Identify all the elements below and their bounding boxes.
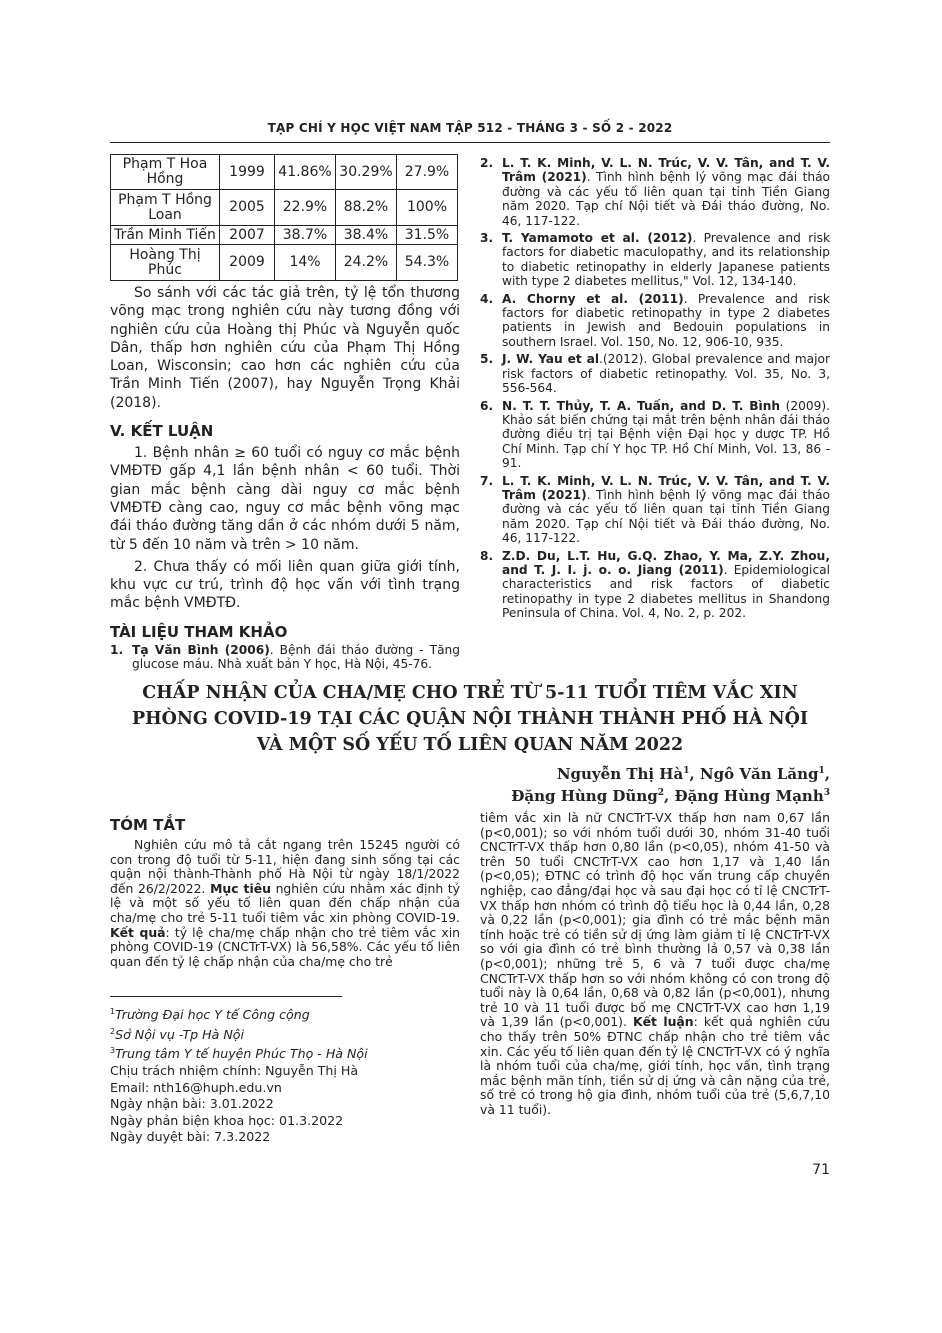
reference-number: 8.: [480, 548, 494, 563]
affiliation: [110, 1004, 460, 1024]
abstract-heading: TÓM TẮT: [110, 816, 186, 834]
affiliation-mark: 3: [110, 1046, 116, 1056]
title-line: CHẤP NHẬN CỦA CHA/MẸ CHO TRẺ TỪ 5-11 TUỔI TIÊM VẮC XIN: [142, 683, 798, 703]
author-affiliation-mark: 1: [683, 766, 690, 776]
reference-text: [502, 156, 830, 228]
table-row: [111, 190, 458, 226]
abstract-text: tiêm vắc xin là nữ CNCTrT-VX thấp hơn nam 0,67 lần (p<0,001); so với nhóm tuổi dưới 30, nhóm 31-40 tuổi CNCTrT-VX thấp hơn 0,80 lần (p<0,05), nhóm 41-50 và trên 50 tuổi CNCTrT-VX cao hơn 1,17 và 1,40 lần (p<0,05); ĐTNC có trình độ học vấn trung cấp chuyên nghiệp, cao đẳng/đại học và sau đại học có tỉ lệ CNCTrT-VX thấp hơn nhóm có trình độ tiểu học là 0,44 lần, 0,28 và 0,22 lần (p<0,001); gia đình có trẻ mắc bệnh mãn tính hoặc trẻ có tiền sử dị ứng làm giảm tỉ lệ CNCTrT-VX so với gia đình có trẻ bình thường lả 0,57 và 0,38 lần (p<0,001); những trẻ 5, 6 và 7 tuổi được cha/mẹ CNCTrT-VX thấp hơn so với nhóm không có con trong độ tuổi này là 0,64 lần, 0,68 và 0,82 lần (p<0,001), nhưng trẻ 10 và 11 tuổi được bố mẹ CNCTrT-VX cao hơn 1,19 và 1,39 lần (p<0,001).: [480, 810, 830, 1030]
article-title: [110, 680, 830, 758]
title-line: VÀ MỘT SỐ YẾU TỐ LIÊN QUAN NĂM 2022: [256, 735, 684, 755]
table-row: [111, 226, 458, 245]
abstract-text: : tỷ lệ cha/mẹ chấp nhận cho trẻ tiêm vắc xin phòng COVID-19 (CNCTrT-VX) là 56,58%. Các yếu tố liên quan đến tỷ lệ chấp nhận của cha/mẹ cho trẻ: [110, 924, 461, 969]
author-name: Đặng Hùng Dũng: [511, 787, 658, 805]
journal-header: TẠP CHÍ Y HỌC VIỆT NAM TẬP 512 - THÁNG 3 - SỐ 2 - 2022: [267, 121, 673, 135]
reference-item: [480, 231, 830, 289]
author-name: Đặng Hùng Mạnh: [674, 787, 824, 805]
review-date: Ngày phản biện khoa học: 01.3.2022: [110, 1112, 344, 1128]
reference-item: [480, 399, 830, 471]
received-date: Ngày nhận bài: 3.01.2022: [110, 1096, 274, 1112]
header-rule: [110, 142, 830, 143]
reference-number: 4.: [480, 291, 494, 306]
email: Email: nth16@huph.edu.vn: [110, 1079, 282, 1095]
reference-authors: J. W. Yau et al: [502, 352, 600, 367]
author-affiliation-mark: 1: [818, 766, 825, 776]
reference-number: 7.: [480, 473, 494, 488]
affiliation-mark: 1: [110, 1007, 116, 1016]
table-cell: 88.2%: [336, 190, 397, 226]
reference-text: [502, 352, 830, 395]
references-heading: TÀI LIỆU THAM KHẢO: [110, 622, 288, 641]
reference-rest: . Tình hình bệnh lý võng mạc đái tháo đường và các yếu tố liên quan tại tỉnh Tiền Giang năm 2020. Tạp chí Nội tiết và Đái tháo đường, No. 46, 117-122.: [502, 170, 830, 228]
affiliation: [110, 1043, 460, 1063]
reference-rest: . Prevalence and risk factors for diabetic retinopathy in type 2 diabetes patients in Jewish and Bedouin populations in southern Israel. Vol. 150, No. 12, 906-10, 935.: [502, 291, 830, 349]
reference-rest: (2009). Khảo sát biến chứng tại mắt trên bệnh nhân đái tháo đường điều trị tại Bệnh viện Đại học y dược TP. Hồ Chí Minh. Tạp chí Y học TP. Hồ Chí Minh, Vol. 13, 86 - 91.: [502, 398, 831, 471]
conclusion-item: 1. Bệnh nhân ≥ 60 tuổi có nguy cơ mắc bệnh VMĐTĐ gấp 4,1 lần bệnh nhân < 60 tuổi. Thời gian mắc bệnh càng dài nguy cơ mắc bệnh VMĐTĐ càng cao, nguy cơ mắc bệnh võng mạc đái tháo đường tăng dần ở các nhóm dưới 5 năm, từ 5 đến 10 năm và trên > 10 năm.: [110, 445, 460, 553]
reference-item: [480, 292, 830, 350]
table-cell: 2005: [220, 190, 275, 226]
table-cell: 100%: [397, 190, 458, 226]
table-cell: 2009: [220, 245, 275, 281]
references-list: [480, 156, 830, 624]
table-cell: 31.5%: [397, 226, 458, 245]
footnote-rule: [110, 996, 342, 997]
table-cell: 2007: [220, 226, 275, 245]
reference-text: [502, 292, 830, 350]
table-cell: 30.29%: [336, 155, 397, 190]
table-cell: Trần Minh Tiến: [111, 226, 220, 245]
author-affiliation-mark: 3: [823, 788, 830, 798]
reference-authors: Z.D. Du, L.T. Hu, G.Q. Zhao, Y. Ma, Z.Y. Zhou, and T. J. I. j. o. o. Jiang (2011): [502, 548, 830, 577]
abstract-right: [480, 811, 830, 1117]
author-name: Nguyễn Thị Hà: [556, 765, 684, 783]
reference-number: 5.: [480, 352, 494, 367]
table-cell: Hoàng Thị Phúc: [111, 245, 220, 281]
reference-rest: . Tình hình bệnh lý võng mạc đái tháo đường và các yếu tố liên quan tại tỉnh Tiền Giang năm 2020. Tạp chí Nội tiết và Đái tháo đường, No. 46, 117-122.: [502, 487, 830, 546]
footnotes: [110, 1004, 460, 1146]
reference-item: [110, 643, 460, 672]
author-name: Ngô Văn Lăng: [699, 765, 819, 783]
abstract-keyword: Mục tiêu: [210, 880, 271, 896]
reference-item: [480, 352, 830, 395]
reference-item: [480, 474, 830, 546]
table-row: [111, 245, 458, 281]
corresponding-author: Chịu trách nhiệm chính: Nguyễn Thị Hà: [110, 1063, 359, 1079]
abstract-text: Nghiên cứu mô tả cắt ngang trên 15245 người có con trong độ tuổi từ 5-11, hiện đang sinh sống tại các quận nội thành-Thành phố Hà Nội từ ngày 18/1/2022 đến 26/2/2022.: [110, 837, 460, 896]
table-cell: 41.86%: [275, 155, 336, 190]
author-affiliation-mark: 2: [657, 788, 664, 798]
abstract-keyword: Kết luận: [632, 1014, 694, 1030]
table-cell: 22.9%: [275, 190, 336, 226]
abstract-keyword: Kết quả: [110, 924, 166, 940]
reference-rest: . Prevalence and risk factors for diabetic maculopathy, and its relationship to diabetic retinopathy in elderly Japanese patients with type 2 diabetes mellitus," Vol. 12, 134-140.: [502, 231, 830, 289]
reference-authors: L. T. K. Minh, V. L. N. Trúc, V. V. Tân, and T. V. Trâm (2021): [502, 156, 830, 185]
table-cell: 38.7%: [275, 226, 336, 245]
table-cell: 54.3%: [397, 245, 458, 281]
reference-text: [502, 231, 830, 289]
table-cell: 24.2%: [336, 245, 397, 281]
page-number: 71: [812, 1162, 830, 1178]
reference-number: 1.: [110, 642, 124, 657]
table-cell: 27.9%: [397, 155, 458, 190]
reference-authors: Tạ Văn Bình (2006): [132, 642, 270, 657]
affiliation-text: Sở Nội vụ -Tp Hà Nội: [115, 1026, 244, 1042]
reference-text: [502, 399, 830, 471]
conclusion-item: 2. Chưa thấy có mối liên quan giữa giới tính, khu vực cư trú, trình độ học vấn với tình trạng mắc bệnh VMĐTĐ.: [110, 558, 460, 612]
discussion-paragraph: So sánh với các tác giả trên, tỷ lệ tổn thương võng mạc trong nghiên cứu này tương đồng với nghiên cứu của Hoàng thị Phúc và Nguyễn quốc Dân, thấp hơn nghiên cứu của Phạm Thị Hồng Loan, Wisconsin; cao hơn các nghiên cứu của Trần Minh Tiến (2007), hay Nguyễn Trọng Khải (2018).: [110, 285, 460, 411]
affiliation-text: Trường Đại học Y tế Công cộng: [115, 1007, 310, 1023]
reference-number: 2.: [480, 156, 494, 170]
abstract-text: nghiên cứu nhằm xác định tỷ lệ và một số yếu tố liên quan đến chấp nhận của cha/mẹ cho trẻ 5-11 tuổi tiêm vắc xin phòng COVID-19.: [110, 880, 460, 925]
comparison-table: [110, 154, 458, 281]
reference-item: [480, 549, 830, 621]
reference-authors: A. Chorny et al. (2011): [502, 291, 684, 306]
abstract-paragraph: [110, 838, 460, 969]
abstract-paragraph: [480, 811, 830, 1117]
reference-text: [502, 474, 830, 546]
reference-item: [480, 156, 830, 228]
reference-rest: . Epidemiological characteristics and risk factors of diabetic retinopathy in type 2 diabetes mellitus in Shandong Peninsula of China. Vol. 4, No. 2, p. 202.: [502, 562, 831, 621]
reference-authors: T. Yamamoto et al. (2012): [502, 231, 693, 246]
author-line-2: Đặng Hùng Dũng$^2$, Đặng Hùng Mạnh$^3$: [511, 787, 830, 805]
reference-rest: .(2012). Global prevalence and major risk factors of diabetic retinopathy. Vol. 35, No. 3, 556-564.: [502, 352, 830, 396]
table-cell: 14%: [275, 245, 336, 281]
reference-rest: . Bệnh đái tháo đường - Tăng glucose máu. Nhà xuất bản Y học, Hà Nội, 45-76.: [132, 642, 461, 672]
affiliation: [110, 1024, 460, 1044]
table-row: [111, 155, 458, 190]
table-cell: Phạm T Hoa Hồng: [111, 155, 220, 190]
abstract-left: [110, 816, 460, 969]
reference-authors: L. T. K. Minh, V. L. N. Trúc, V. V. Tân, and T. V. Trâm (2021): [502, 473, 830, 502]
reference-text: [132, 643, 460, 672]
reference-number: 6.: [480, 398, 494, 413]
abstract-text: : kết quả nghiên cứu cho thấy trên 50% ĐTNC chấp nhận cho trẻ tiêm vắc xin. Các yếu tố liên quan đến tỷ lệ CNCTrT-VX có ý nghĩa là nhóm tuổi của cha/mẹ, giới tính, học vấn, tình trạng mắc bệnh mãn tính, tiền sử dị ứng và cân nặng của trẻ, số trẻ có trong hộ gia đình, nhóm tuổi của trẻ (5,6,7,10 và 11 tuổi).: [480, 1014, 831, 1117]
table-cell: 1999: [220, 155, 275, 190]
accepted-date: Ngày duyệt bài: 7.3.2022: [110, 1129, 271, 1145]
reference-number: 3.: [480, 231, 494, 246]
title-line: PHÒNG COVID-19 TẠI CÁC QUẬN NỘI THÀNH THÀNH PHỐ HÀ NỘI: [131, 709, 809, 729]
reference-text: [502, 549, 830, 621]
author-line-1: Nguyễn Thị $Hà^1$, Ngô Văn Lăng$^1$,: [556, 765, 830, 783]
table-cell: 38.4%: [336, 226, 397, 245]
reference-authors: N. T. T. Thủy, T. A. Tuấn, and D. T. Bình: [502, 398, 781, 413]
affiliation-text: Trung tâm Y tế huyện Phúc Thọ - Hà Nội: [115, 1046, 368, 1062]
left-column-upper: [110, 284, 460, 675]
affiliation-mark: 2: [110, 1026, 116, 1036]
table-cell: Phạm T Hồng Loan: [111, 190, 220, 226]
conclusion-heading: V. KẾT LUẬN: [110, 422, 214, 441]
